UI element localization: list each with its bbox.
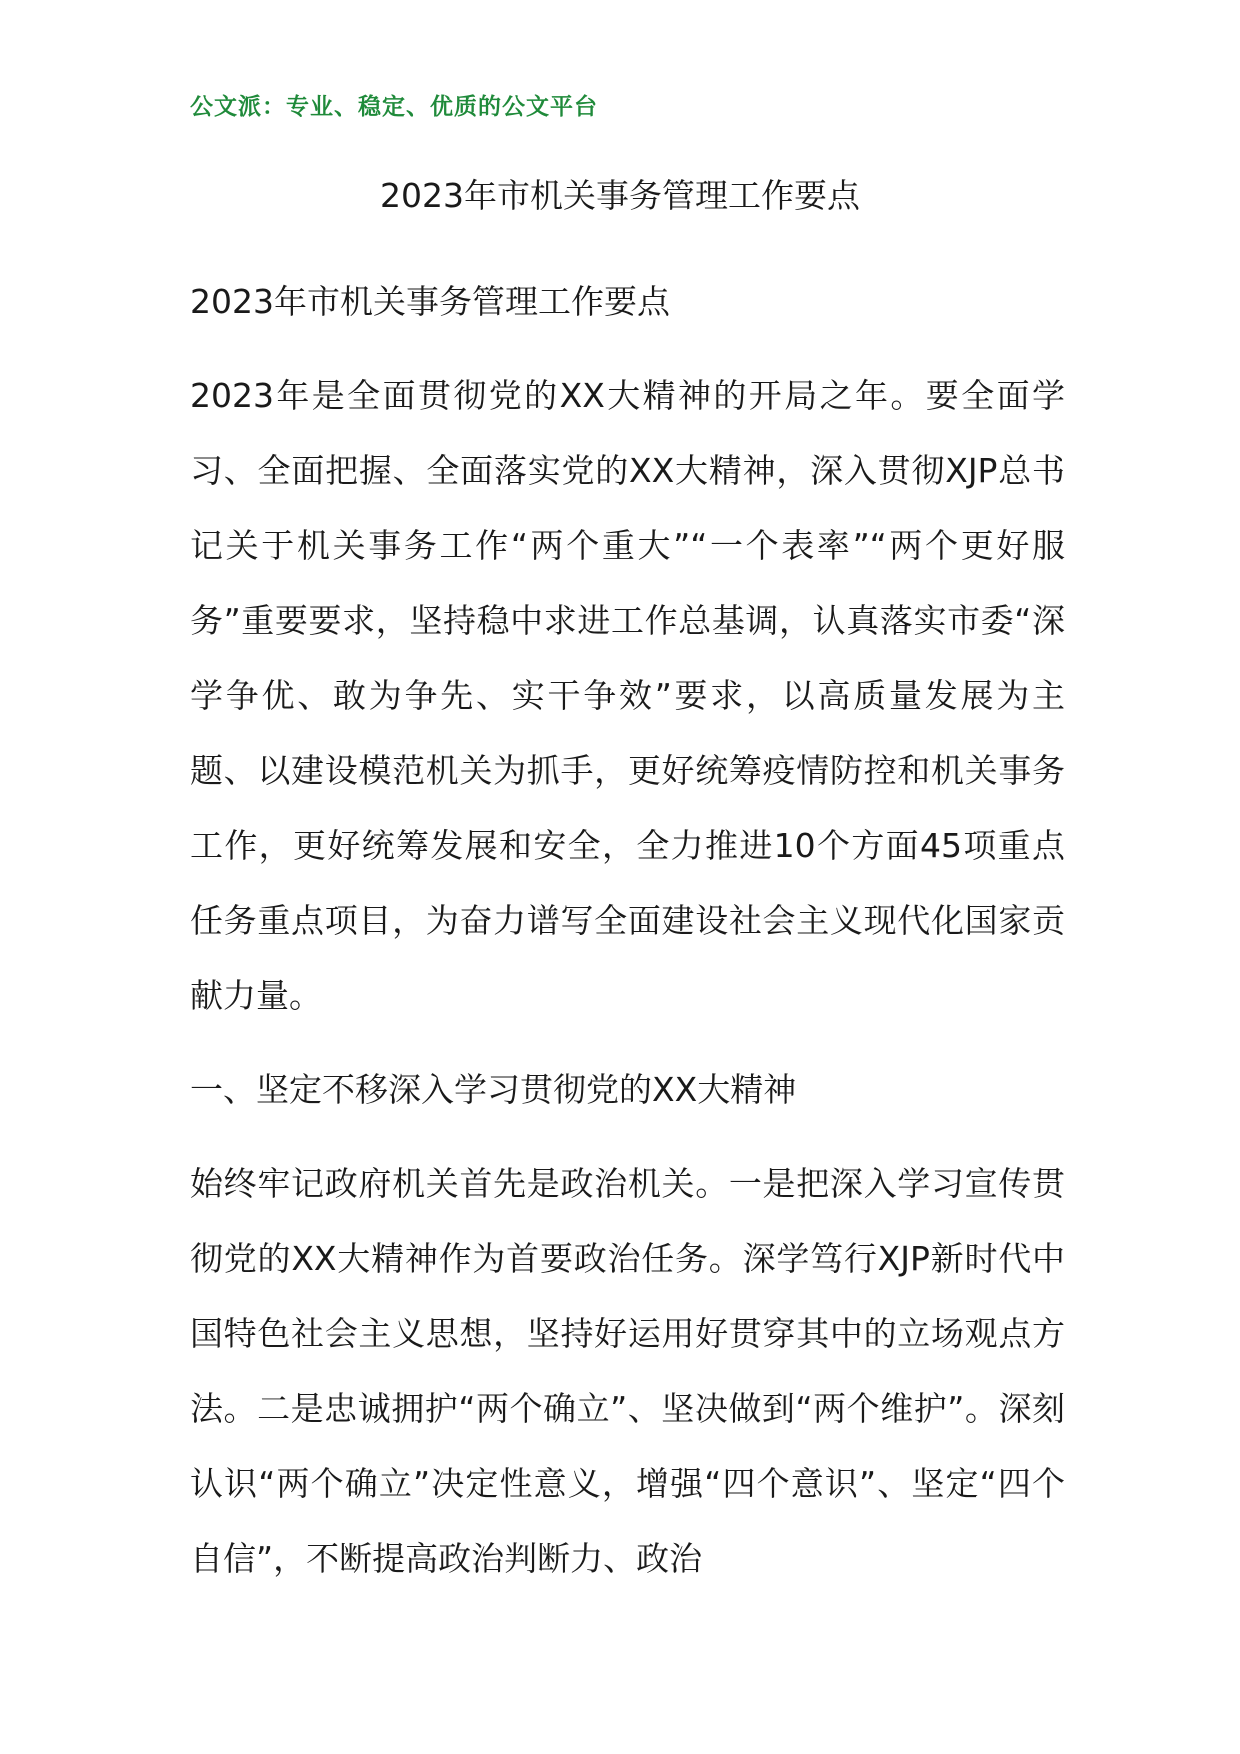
section-1-paragraph: 始终牢记政府机关首先是政治机关。一是把深入学习宣传贯彻党的XX大精神作为首要政治任务。深学笃行XJP新时代中国特色社会主义思想，坚持好运用好贯穿其中的立场观点方法。二是忠诚拥护“两个确立”、坚决做到“两个维护”。深刻认识“两个确立”决定性意义，增强“四个意识”、坚定“四个自信”，不断提高政治判断力、政治 xyxy=(190,1164,1065,1578)
document-body xyxy=(190,264,1065,1615)
brand-header: 公文派：专业、稳定、优质的公文平台 xyxy=(190,94,598,120)
section-1-heading: 一、坚定不移深入学习贯彻党的XX大精神 xyxy=(190,1070,797,1109)
document-subtitle: 2023年市机关事务管理工作要点 xyxy=(190,282,670,321)
intro-paragraph: 2023年是全面贯彻党的XX大精神的开局之年。要全面学习、全面把握、全面落实党的XX大精神，深入贯彻XJP总书记关于机关事务工作“两个重大”“一个表率”“两个更好服务”重要要求，坚持稳中求进工作总基调，认真落实市委“深学争优、敢为争先、实干争效”要求，以高质量发展为主题、以建设模范机关为抓手，更好统筹疫情防控和机关事务工作，更好统筹发展和安全，全力推进10个方面45项重点任务重点项目，为奋力谱写全面建设社会主义现代化国家贡献力量。 xyxy=(190,376,1065,1015)
document-title: 2023年市机关事务管理工作要点 xyxy=(380,176,860,215)
